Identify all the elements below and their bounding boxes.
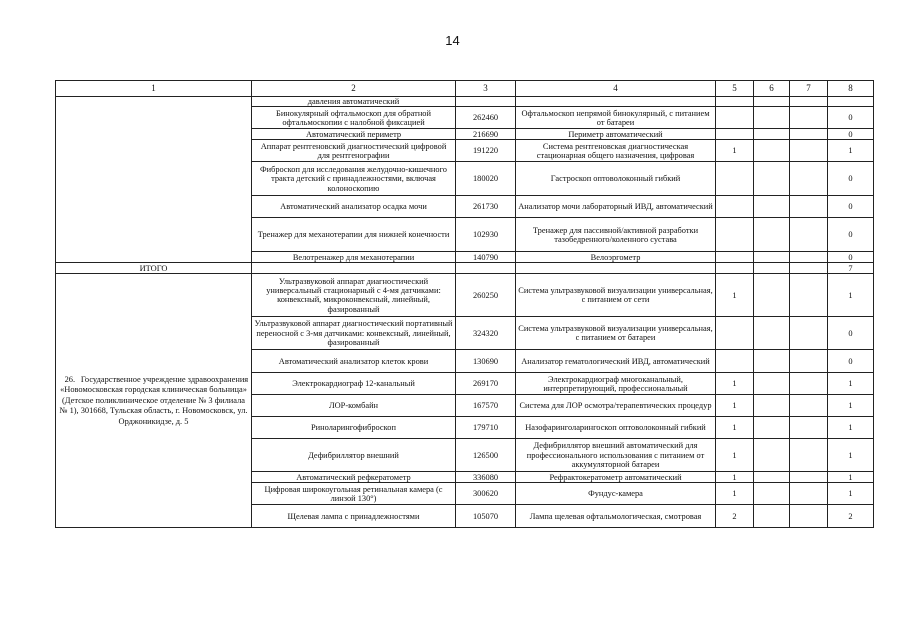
- organization-number: 26.: [64, 374, 76, 384]
- header-cell: 6: [754, 81, 790, 97]
- equipment-name: Автоматический анализатор клеток крови: [252, 350, 456, 373]
- equipment-code: 324320: [456, 317, 516, 350]
- equipment-code: 216690: [456, 129, 516, 140]
- equipment-name: Цифровая широкоугольная ретинальная камера (с линзой 130°): [252, 483, 456, 505]
- header-cell: 2: [252, 81, 456, 97]
- col5-value: [716, 350, 754, 373]
- col8-value: 0: [828, 350, 874, 373]
- col7-value: [790, 439, 828, 472]
- col5-value: [716, 162, 754, 196]
- col7-value: [790, 483, 828, 505]
- col7-value: [790, 417, 828, 439]
- col5-value: [716, 129, 754, 140]
- equipment-code: 180020: [456, 162, 516, 196]
- col8-value: 1: [828, 472, 874, 483]
- equipment-name: Автоматический анализатор осадка мочи: [252, 196, 456, 218]
- col7-value: [790, 395, 828, 417]
- col6-value: [754, 252, 790, 263]
- col7-value: [790, 140, 828, 162]
- col5-value: 1: [716, 483, 754, 505]
- col8-value: 0: [828, 162, 874, 196]
- col6-value: [754, 129, 790, 140]
- equipment-type: Гастроскоп оптоволоконный гибкий: [516, 162, 716, 196]
- col7-value: [790, 107, 828, 129]
- equipment-type: Периметр автоматический: [516, 129, 716, 140]
- col7-value: [790, 252, 828, 263]
- equipment-name: Электрокардиограф 12-канальный: [252, 373, 456, 395]
- organization-name: Государственное учреждение здравоохранения «Новомосковская городская клиническая больница» (Детское поликлиническое отделение № 3 филиала № 1), 301668, Тульская область, г. Новомосковск, ул. Орджоникидзе, д. 5: [59, 374, 249, 426]
- col6-value: [754, 439, 790, 472]
- equipment-code: 140790: [456, 252, 516, 263]
- equipment-type: Система ультразвуковой визуализации универсальная, с питанием от батареи: [516, 317, 716, 350]
- col8-value: 0: [828, 252, 874, 263]
- equipment-name: Ультразвуковой аппарат диагностический универсальный стационарный с 4-мя датчиками: конвексный, микроконвексный, линейный, фазированный: [252, 274, 456, 317]
- col5-value: [716, 218, 754, 252]
- equipment-type: [516, 97, 716, 107]
- equipment-code: 191220: [456, 140, 516, 162]
- equipment-type: Офтальмоскоп непрямой бинокулярный, с питанием от батареи: [516, 107, 716, 129]
- organization-cell-empty: [56, 97, 252, 263]
- equipment-name: Щелевая лампа с принадлежностями: [252, 505, 456, 528]
- col6-value: [754, 317, 790, 350]
- equipment-name: Риноларингофиброскоп: [252, 417, 456, 439]
- col7-value: [790, 472, 828, 483]
- equipment-code: 130690: [456, 350, 516, 373]
- col5-value: 1: [716, 140, 754, 162]
- equipment-name: ЛОР-комбайн: [252, 395, 456, 417]
- total-value: 7: [828, 263, 874, 274]
- col6-value: [754, 395, 790, 417]
- header-row: [56, 81, 874, 97]
- equipment-code: 261730: [456, 196, 516, 218]
- col6-value: [754, 107, 790, 129]
- col8-value: 0: [828, 129, 874, 140]
- col8-value: 1: [828, 439, 874, 472]
- equipment-type: Лампа щелевая офтальмологическая, смотровая: [516, 505, 716, 528]
- equipment-name: Автоматический периметр: [252, 129, 456, 140]
- header-cell: 4: [516, 81, 716, 97]
- col7-value: [790, 274, 828, 317]
- equipment-code: 300620: [456, 483, 516, 505]
- col8-value: 1: [828, 483, 874, 505]
- equipment-type: Система для ЛОР осмотра/терапевтических процедур: [516, 395, 716, 417]
- organization-cell: [56, 274, 252, 528]
- equipment-name: давления автоматический: [252, 97, 456, 107]
- col5-value: [716, 97, 754, 107]
- col8-value: 0: [828, 107, 874, 129]
- col6-value: [754, 196, 790, 218]
- col5-value: 1: [716, 439, 754, 472]
- col8-value: 2: [828, 505, 874, 528]
- header-cell: 8: [828, 81, 874, 97]
- equipment-type: Велоэргометр: [516, 252, 716, 263]
- col6-value: [754, 373, 790, 395]
- equipment-type: Анализатор гематологический ИВД, автоматический: [516, 350, 716, 373]
- col8-value: 0: [828, 317, 874, 350]
- col5-value: [716, 196, 754, 218]
- col8-value: 1: [828, 417, 874, 439]
- equipment-type: Фундус-камера: [516, 483, 716, 505]
- col7-value: [790, 97, 828, 107]
- equipment-code: 102930: [456, 218, 516, 252]
- equipment-code: 260250: [456, 274, 516, 317]
- page-number: 14: [445, 33, 460, 48]
- equipment-code: 126500: [456, 439, 516, 472]
- equipment-type: Назофаринголарингоскоп оптоволоконный гибкий: [516, 417, 716, 439]
- table-row: [56, 97, 874, 107]
- equipment-code: 269170: [456, 373, 516, 395]
- equipment-type: Дефибриллятор внешний автоматический для профессионального использования с питанием от аккумуляторной батареи: [516, 439, 716, 472]
- col8-value: 1: [828, 140, 874, 162]
- col6-value: [754, 274, 790, 317]
- equipment-type: Тренажер для пассивной/активной разработки тазобедренного/коленного сустава: [516, 218, 716, 252]
- col5-value: 1: [716, 373, 754, 395]
- equipment-name: Дефибриллятор внешний: [252, 439, 456, 472]
- col5-value: [716, 252, 754, 263]
- equipment-type: Электрокардиограф многоканальный, интерпретирующий, профессиональный: [516, 373, 716, 395]
- col6-value: [754, 97, 790, 107]
- col7-value: [790, 317, 828, 350]
- header-cell: 3: [456, 81, 516, 97]
- equipment-code: 336080: [456, 472, 516, 483]
- col6-value: [754, 350, 790, 373]
- equipment-name: Аппарат рентгеновский диагностический цифровой для рентгенографии: [252, 140, 456, 162]
- col7-value: [790, 129, 828, 140]
- col5-value: 2: [716, 505, 754, 528]
- equipment-name: Фиброскоп для исследования желудочно-кишечного тракта детский с принадлежностями, включая колоноскопию: [252, 162, 456, 196]
- table-row: [56, 274, 874, 317]
- equipment-type: Анализатор мочи лабораторный ИВД, автоматический: [516, 196, 716, 218]
- equipment-table: [55, 80, 874, 528]
- equipment-type: Система ультразвуковой визуализации универсальная, с питанием от сети: [516, 274, 716, 317]
- col8-value: 1: [828, 395, 874, 417]
- col5-value: 1: [716, 274, 754, 317]
- equipment-name: Тренажер для механотерапии для нижней конечности: [252, 218, 456, 252]
- col7-value: [790, 350, 828, 373]
- col7-value: [790, 196, 828, 218]
- equipment-name: Ультразвуковой аппарат диагностический портативный переносной с 3-мя датчиками: конвексный, линейный, фазированный: [252, 317, 456, 350]
- equipment-code: 179710: [456, 417, 516, 439]
- equipment-code: 105070: [456, 505, 516, 528]
- equipment-code: [456, 97, 516, 107]
- col6-value: [754, 218, 790, 252]
- equipment-name: Автоматический рефкератометр: [252, 472, 456, 483]
- header-cell: 7: [790, 81, 828, 97]
- col8-value: 1: [828, 274, 874, 317]
- col7-value: [790, 162, 828, 196]
- total-row: [56, 263, 874, 274]
- col6-value: [754, 140, 790, 162]
- col8-value: 1: [828, 373, 874, 395]
- equipment-type: Система рентгеновская диагностическая стационарная общего назначения, цифровая: [516, 140, 716, 162]
- col5-value: [716, 107, 754, 129]
- col6-value: [754, 483, 790, 505]
- col8-value: [828, 97, 874, 107]
- equipment-code: 167570: [456, 395, 516, 417]
- equipment-name: Бинокулярный офтальмоскоп для обратной офтальмоскопии с налобной фиксацией: [252, 107, 456, 129]
- total-label: ИТОГО: [56, 263, 252, 274]
- col5-value: 1: [716, 395, 754, 417]
- col8-value: 0: [828, 218, 874, 252]
- col6-value: [754, 505, 790, 528]
- col5-value: 1: [716, 417, 754, 439]
- equipment-name: Велотренажер для механотерапии: [252, 252, 456, 263]
- col6-value: [754, 472, 790, 483]
- header-cell: 5: [716, 81, 754, 97]
- col7-value: [790, 373, 828, 395]
- equipment-type: Рефрактокератометр автоматический: [516, 472, 716, 483]
- col5-value: 1: [716, 472, 754, 483]
- col5-value: [716, 317, 754, 350]
- header-cell: 1: [56, 81, 252, 97]
- equipment-code: 262460: [456, 107, 516, 129]
- col7-value: [790, 505, 828, 528]
- col6-value: [754, 162, 790, 196]
- col6-value: [754, 417, 790, 439]
- col8-value: 0: [828, 196, 874, 218]
- col7-value: [790, 218, 828, 252]
